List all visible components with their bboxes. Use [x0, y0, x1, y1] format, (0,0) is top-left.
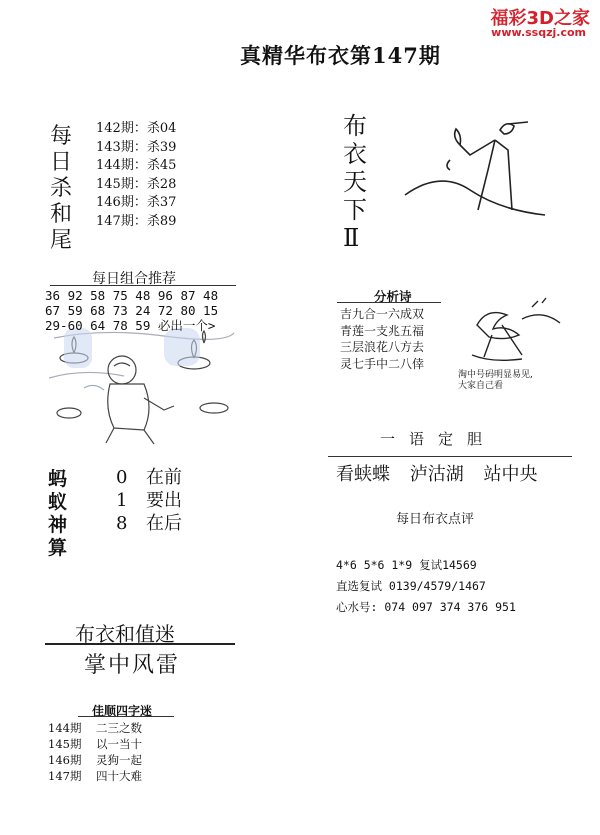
- daily-kill-heading-char: 每: [49, 124, 72, 149]
- list-item: 146期：杀37: [96, 195, 177, 210]
- ant-heading-char: 神: [48, 514, 68, 536]
- ant-row: [116, 512, 182, 535]
- list-item: [48, 736, 142, 752]
- heading-char: 衣: [343, 140, 367, 168]
- divider: [337, 302, 441, 303]
- list-item: [48, 720, 142, 736]
- four-riddle-list: [48, 720, 142, 784]
- poem-lines: [340, 306, 424, 372]
- divider: [328, 456, 572, 457]
- child-pond-illustration: [44, 318, 244, 448]
- watermark-logo: 福彩3D之家: [490, 8, 590, 29]
- ant-rows: [116, 466, 182, 535]
- hill-figure-sketch: [400, 110, 550, 230]
- list-item: 145期：杀28: [96, 176, 177, 192]
- period-label: 147期: [48, 769, 82, 783]
- list-item: [48, 752, 142, 768]
- daily-kill-heading: [48, 124, 74, 254]
- poem-line: 三层浪花八方去: [340, 340, 425, 354]
- riddle-text: 二三之数: [96, 721, 142, 735]
- poem-line: 吉九合一六成双: [340, 307, 425, 321]
- note-line: 淘中号码明显易见,: [458, 370, 533, 380]
- divider: [45, 643, 235, 645]
- daily-kill-heading-char: 杀: [49, 176, 72, 201]
- phrase: 看蛱蝶: [336, 464, 390, 485]
- ant-number: 8: [116, 513, 128, 534]
- list-item: 147期：杀89: [96, 213, 177, 229]
- combo-row: 29-60 64 78 59 必出一个>: [45, 318, 216, 333]
- ant-number: 0: [116, 467, 128, 488]
- divider: [78, 716, 174, 717]
- four-riddle-title: 佳顺四字迷: [92, 704, 153, 718]
- review-line: 心水号: 074 097 374 376 951: [336, 600, 516, 614]
- list-item: 143期：杀39: [96, 139, 177, 155]
- buyi-riddle-answer: 掌中风雷: [84, 653, 181, 678]
- review-line: 直选复试 0139/4579/1467: [336, 579, 486, 593]
- daily-kill-list: [96, 120, 176, 231]
- period-label: 146期: [48, 753, 82, 767]
- daily-review-lines: [336, 555, 516, 618]
- ant-number: 1: [116, 490, 128, 511]
- heading-char: 下: [343, 196, 367, 224]
- ant-heading-char: 算: [48, 537, 68, 559]
- page-title: 真精华布衣第147期: [240, 43, 441, 68]
- ant-heading-char: 蚂: [48, 468, 68, 490]
- phrase: 站中央: [483, 464, 538, 485]
- poem-note: [458, 370, 533, 392]
- riddle-text: 以一当十: [96, 737, 142, 751]
- daily-review-title: 每日布衣点评: [396, 512, 475, 527]
- heading-char: Ⅱ: [343, 224, 360, 252]
- ant-text: 在后: [146, 513, 182, 534]
- combo-title: 每日组合推荐: [92, 271, 176, 287]
- phrase: 泸沽湖: [409, 464, 464, 485]
- poem-line: 青莲一支兆五福: [340, 323, 425, 338]
- note-line: 大家自己看: [458, 381, 504, 391]
- ant-heading: [48, 468, 72, 560]
- one-word-title: 一语定胆: [380, 430, 497, 448]
- riddle-text: 四十大难: [96, 769, 142, 783]
- watermark-url: www.ssqzj.com: [491, 26, 586, 39]
- divider: [50, 285, 236, 286]
- list-item: 144期：杀45: [96, 158, 177, 173]
- daily-kill-heading-char: 日: [49, 150, 72, 175]
- riddle-text: 灵狗一起: [96, 753, 142, 767]
- review-line: 4*6 5*6 1*9 复试14569: [336, 558, 477, 572]
- heading-char: 布: [343, 112, 367, 140]
- period-label: 144期: [48, 721, 82, 735]
- poem-line: 灵七手中二八倖: [340, 356, 425, 371]
- buyi-riddle-title: 布衣和值迷: [75, 622, 175, 646]
- combo-rows: [45, 288, 218, 333]
- bird-sketch: [462, 295, 572, 370]
- poem-title: 分析诗: [374, 289, 412, 304]
- ant-row: [116, 466, 182, 489]
- heading-char: 天: [343, 168, 367, 196]
- combo-row: 67 59 68 73 24 72 80 15: [45, 303, 219, 318]
- ant-heading-char: 蚁: [48, 491, 68, 513]
- buyi-tianxia-heading: [343, 112, 373, 252]
- list-item: 142期：杀04: [96, 121, 177, 136]
- ant-text: 在前: [146, 467, 182, 488]
- daily-kill-heading-char: 和: [49, 202, 72, 227]
- combo-row: 36 92 58 75 48 96 87 48: [45, 288, 219, 303]
- ant-text: 要出: [146, 490, 182, 511]
- period-label: 145期: [48, 737, 82, 751]
- daily-kill-heading-char: 尾: [49, 228, 72, 253]
- one-word-phrases: [336, 460, 551, 486]
- list-item: [48, 768, 142, 784]
- ant-row: [116, 489, 182, 512]
